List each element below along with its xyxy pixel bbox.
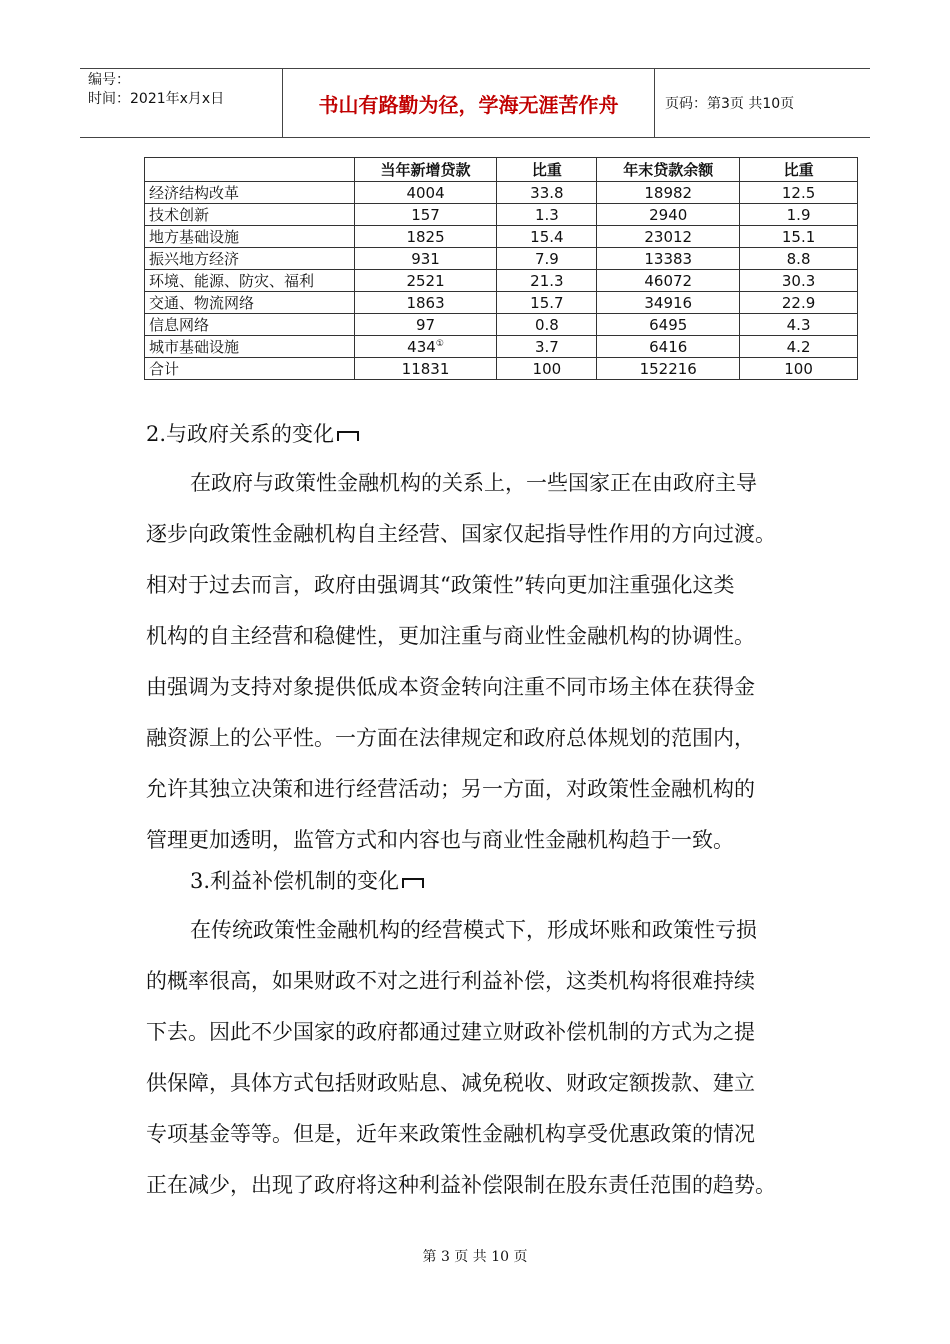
row-balance: 13383	[597, 248, 740, 270]
page-header	[80, 68, 870, 138]
row-new-loans: 4004	[354, 182, 497, 204]
row-new-loans: 1825	[354, 226, 497, 248]
row-balance: 18982	[597, 182, 740, 204]
number-label: 编号：	[88, 72, 130, 88]
text-line: 供保障，具体方式包括财政贴息、减免税收、财政定额拨款、建立	[146, 1071, 755, 1095]
row-balance: 2940	[597, 204, 740, 226]
text-line: 相对于过去而言，政府由强调其“政策性”转向更加注重强化这类	[146, 573, 735, 597]
table-row	[145, 270, 858, 292]
row-ratio: 1.3	[497, 204, 597, 226]
text-line: 下去。因此不少国家的政府都通过建立财政补偿机制的方式为之提	[146, 1020, 755, 1044]
table-row	[145, 182, 858, 204]
section-3-paragraph	[146, 905, 826, 1211]
row-ratio: 30.3	[740, 270, 858, 292]
row-new-loans: 434	[407, 337, 436, 356]
row-ratio: 1.9	[740, 204, 858, 226]
table-header-new-loans: 当年新增贷款	[354, 158, 497, 182]
text-line: 融资源上的公平性。一方面在法律规定和政府总体规划的范围内，	[146, 726, 755, 750]
row-new-loans-cell	[354, 336, 497, 358]
row-ratio: 8.8	[740, 248, 858, 270]
table-row	[145, 226, 858, 248]
row-ratio: 100	[740, 358, 858, 380]
row-ratio: 21.3	[497, 270, 597, 292]
row-new-loans: 157	[354, 204, 497, 226]
table-total-row	[145, 358, 858, 380]
row-balance: 34916	[597, 292, 740, 314]
row-new-loans: 97	[354, 314, 497, 336]
header-motto-cell	[283, 69, 655, 137]
row-new-loans: 931	[354, 248, 497, 270]
loan-table	[144, 157, 858, 380]
row-ratio: 15.7	[497, 292, 597, 314]
row-category: 技术创新	[145, 204, 355, 226]
row-new-loans: 1863	[354, 292, 497, 314]
section-heading-3	[190, 866, 424, 896]
row-ratio: 22.9	[740, 292, 858, 314]
table-header-ratio: 比重	[497, 158, 597, 182]
row-balance: 152216	[597, 358, 740, 380]
row-balance: 6495	[597, 314, 740, 336]
row-ratio: 4.2	[740, 336, 858, 358]
row-ratio: 15.1	[740, 226, 858, 248]
table-header-row	[145, 158, 858, 182]
row-category: 合计	[145, 358, 355, 380]
row-category: 振兴地方经济	[145, 248, 355, 270]
row-ratio: 3.7	[497, 336, 597, 358]
section-heading-text: 3.利益补偿机制的变化	[190, 869, 400, 893]
row-new-loans: 2521	[354, 270, 497, 292]
table-header-balance: 年末贷款余额	[597, 158, 740, 182]
text-line: 管理更加透明，监管方式和内容也与商业性金融机构趋于一致。	[146, 828, 734, 852]
row-category: 地方基础设施	[145, 226, 355, 248]
text-line: 在政府与政策性金融机构的关系上，一些国家正在由政府主导	[190, 471, 757, 495]
row-category: 交通、物流网络	[145, 292, 355, 314]
row-category: 环境、能源、防灾、福利	[145, 270, 355, 292]
row-category: 城市基础设施	[145, 336, 355, 358]
row-ratio: 100	[497, 358, 597, 380]
row-ratio: 4.3	[740, 314, 858, 336]
paragraph-mark	[402, 878, 424, 888]
table-row	[145, 292, 858, 314]
table-row	[145, 314, 858, 336]
row-category: 信息网络	[145, 314, 355, 336]
text-line: 专项基金等等。但是，近年来政策性金融机构享受优惠政策的情况	[146, 1122, 755, 1146]
text-line: 正在减少，出现了政府将这种利益补偿限制在股东责任范围的趋势。	[146, 1173, 776, 1197]
table-header-category	[145, 158, 355, 182]
footnote-mark: ①	[435, 338, 444, 349]
text-line: 逐步向政策性金融机构自主经营、国家仅起指导性作用的方向过渡。	[146, 522, 776, 546]
row-ratio: 15.4	[497, 226, 597, 248]
row-balance: 6416	[597, 336, 740, 358]
row-balance: 23012	[597, 226, 740, 248]
table-row	[145, 336, 858, 358]
table-header-ratio: 比重	[740, 158, 858, 182]
row-ratio: 12.5	[740, 182, 858, 204]
table-row	[145, 248, 858, 270]
header-meta	[80, 69, 283, 137]
paragraph-mark	[337, 431, 359, 441]
text-line: 允许其独立决策和进行经营活动；另一方面，对政策性金融机构的	[146, 777, 755, 801]
row-category: 经济结构改革	[145, 182, 355, 204]
section-heading-2	[146, 419, 359, 449]
text-line: 机构的自主经营和稳健性，更加注重与商业性金融机构的协调性。	[146, 624, 755, 648]
header-page-info: 页码：第3页 共10页	[665, 96, 795, 112]
date-label: 时间：2021年x月x日	[88, 91, 225, 107]
page-footer: 第 3 页 共 10 页	[422, 1249, 528, 1265]
text-line: 在传统政策性金融机构的经营模式下，形成坏账和政策性亏损	[190, 918, 757, 942]
row-new-loans: 11831	[354, 358, 497, 380]
row-balance: 46072	[597, 270, 740, 292]
text-line: 由强调为支持对象提供低成本资金转向注重不同市场主体在获得金	[146, 675, 755, 699]
row-ratio: 7.9	[497, 248, 597, 270]
table-row	[145, 204, 858, 226]
section-heading-text: 2.与政府关系的变化	[146, 422, 335, 446]
text-line: 的概率很高，如果财政不对之进行利益补偿，这类机构将很难持续	[146, 969, 755, 993]
row-ratio: 33.8	[497, 182, 597, 204]
section-2-paragraph	[146, 458, 826, 866]
row-ratio: 0.8	[497, 314, 597, 336]
header-motto: 书山有路勤为径，学海无涯苦作舟	[318, 92, 619, 117]
